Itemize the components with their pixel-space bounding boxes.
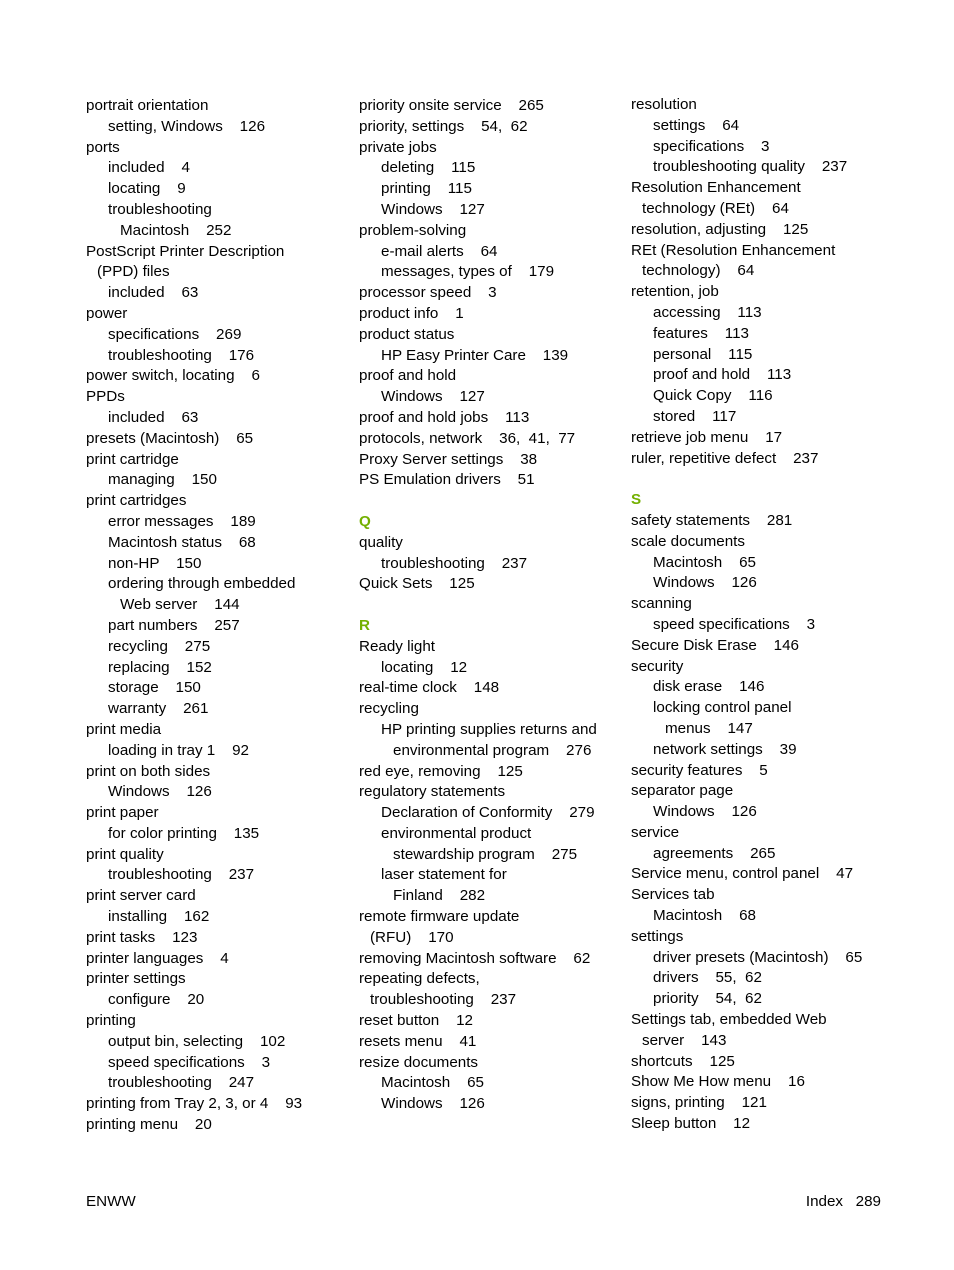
index-entry: retrieve job menu 17 — [631, 428, 783, 446]
index-entry: Windows 126 — [653, 803, 757, 821]
index-entry: Settings tab, embedded Web — [631, 1011, 827, 1029]
index-entry: Services tab — [631, 886, 715, 904]
index-entry: deleting 115 — [381, 159, 476, 177]
index-entry: quality — [359, 533, 403, 551]
index-entry: service — [631, 823, 680, 841]
index-entry: signs, printing 121 — [631, 1094, 767, 1112]
index-entry: print paper — [86, 804, 159, 822]
index-entry: power switch, locating 6 — [86, 367, 260, 385]
index-entry: printer languages 4 — [86, 949, 229, 967]
index-entry: shortcuts 125 — [631, 1052, 735, 1070]
index-entry: Quick Sets 125 — [359, 575, 475, 593]
index-entry: Windows 127 — [381, 388, 485, 406]
index-entry: troubleshooting 237 — [370, 991, 517, 1009]
index-entry: agreements 265 — [653, 844, 776, 862]
index-entry: removing Macintosh software 62 — [359, 949, 591, 967]
index-entry: technology) 64 — [642, 262, 755, 280]
index-entry: Windows 126 — [653, 574, 757, 592]
index-entry: Macintosh 68 — [653, 907, 756, 925]
index-entry: ruler, repetitive defect 237 — [631, 449, 819, 467]
index-entry: PostScript Printer Description — [86, 242, 285, 260]
index-entry: (RFU) 170 — [370, 928, 454, 946]
index-entry: regulatory statements — [359, 783, 506, 801]
index-entry: Proxy Server settings 38 — [359, 450, 538, 468]
index-entry: print tasks 123 — [86, 928, 198, 946]
index-entry: speed specifications 3 — [653, 615, 816, 633]
index-entry: Macintosh 65 — [381, 1074, 484, 1092]
index-entry: troubleshooting 237 — [381, 554, 528, 572]
index-entry: troubleshooting quality 237 — [653, 158, 848, 176]
index-entry: printing 115 — [381, 180, 472, 198]
index-entry: print cartridges — [86, 492, 187, 510]
index-entry: REt (Resolution Enhancement — [631, 241, 836, 259]
index-entry: included 63 — [108, 284, 199, 302]
section-letter: R — [359, 616, 370, 634]
index-entry: drivers 55, 62 — [653, 969, 762, 987]
index-entry: included 4 — [108, 159, 190, 177]
index-entry: (PPD) files — [97, 263, 170, 281]
index-entry: for color printing 135 — [108, 824, 260, 842]
index-entry: Macintosh 252 — [120, 221, 232, 239]
index-entry: problem-solving — [359, 221, 467, 239]
index-entry: resolution — [631, 96, 697, 113]
index-entry: print quality — [86, 845, 164, 863]
index-entry: environmental program 276 — [393, 741, 592, 759]
index-entry: print server card — [86, 887, 196, 905]
index-entry: menus 147 — [665, 719, 753, 737]
index-entry: PPDs — [86, 388, 125, 406]
index-entry: error messages 189 — [108, 512, 256, 530]
section-gap — [631, 469, 893, 490]
index-entry: Windows 126 — [108, 783, 212, 801]
index-entry: Show Me How menu 16 — [631, 1073, 805, 1091]
index-entry: portrait orientation — [86, 97, 209, 114]
index-entry: Resolution Enhancement — [631, 179, 801, 197]
footer-left: ENWW — [86, 1193, 136, 1210]
index-entry: replacing 152 — [108, 658, 212, 676]
index-entry: proof and hold jobs 113 — [359, 408, 530, 426]
index-entry: Finland 282 — [393, 887, 486, 905]
index-entry: speed specifications 3 — [108, 1053, 271, 1071]
index-entry: scanning — [631, 595, 692, 613]
index-entry: Macintosh status 68 — [108, 533, 256, 551]
index-entry: storage 150 — [108, 679, 201, 697]
index-entry: priority, settings 54, 62 — [359, 117, 528, 135]
index-entry: safety statements 281 — [631, 511, 793, 529]
index-entry: product info 1 — [359, 304, 464, 322]
index-entry: e-mail alerts 64 — [381, 242, 498, 260]
index-entry: specifications 269 — [108, 325, 242, 343]
index-entry: resolution, adjusting 125 — [631, 220, 809, 238]
index-entry: specifications 3 — [653, 137, 770, 155]
index-entry: messages, types of 179 — [381, 263, 555, 281]
index-entry: security features 5 — [631, 761, 768, 779]
index-entry: Secure Disk Erase 146 — [631, 636, 799, 654]
index-entry: troubleshooting 237 — [108, 866, 255, 884]
index-entry: Windows 126 — [381, 1095, 485, 1113]
index-entry: separator page — [631, 782, 734, 800]
index-entry: technology (REt) 64 — [642, 199, 789, 217]
index-entry: priority onsite service 265 — [359, 97, 544, 114]
index-entry: real-time clock 148 — [359, 679, 500, 697]
section-letter: S — [631, 491, 642, 509]
index-entry: accessing 113 — [653, 303, 762, 321]
index-entry: Ready light — [359, 637, 435, 655]
index-entry: Web server 144 — [120, 596, 240, 614]
index-entry: Sleep button 12 — [631, 1115, 751, 1133]
index-entry: loading in tray 1 92 — [108, 741, 249, 759]
index-entry: stewardship program 275 — [393, 845, 578, 863]
index-entry: driver presets (Macintosh) 65 — [653, 948, 863, 966]
index-entry: configure 20 — [108, 991, 205, 1009]
section-gap — [359, 595, 621, 616]
footer-page-label: Index 289 — [805, 1193, 881, 1210]
index-entry: non-HP 150 — [108, 554, 202, 572]
index-entry: proof and hold — [359, 367, 457, 385]
index-entry: ordering through embedded — [108, 575, 296, 593]
index-entry: printing — [86, 1012, 136, 1030]
index-entry: PS Emulation drivers 51 — [359, 471, 535, 489]
index-entry: print on both sides — [86, 762, 211, 780]
index-entry: stored 117 — [653, 407, 737, 425]
index-column-3 — [631, 95, 893, 1135]
index-entry: printing menu 20 — [86, 1116, 212, 1134]
index-entry: troubleshooting — [108, 200, 212, 218]
index-entry: Service menu, control panel 47 — [631, 865, 854, 883]
index-entry: retention, job — [631, 283, 719, 301]
index-entry: managing 150 — [108, 471, 217, 489]
index-entry: product status — [359, 325, 455, 343]
index-entry: ports — [86, 138, 120, 156]
index-entry: Windows 127 — [381, 200, 485, 218]
index-entry: repeating defects, — [359, 970, 480, 988]
index-entry: priority 54, 62 — [653, 990, 762, 1008]
index-entry: troubleshooting 176 — [108, 346, 255, 364]
index-entry: power — [86, 304, 128, 322]
index-entry: HP printing supplies returns and — [381, 720, 597, 738]
index-entry: installing 162 — [108, 908, 210, 926]
index-entry: included 63 — [108, 408, 199, 426]
index-entry: resets menu 41 — [359, 1032, 477, 1050]
index-entry: environmental product — [381, 824, 532, 842]
index-entry: print media — [86, 720, 162, 738]
index-entry: output bin, selecting 102 — [108, 1032, 286, 1050]
section-gap — [359, 491, 621, 512]
index-entry: Declaration of Conformity 279 — [381, 804, 595, 822]
index-entry: private jobs — [359, 138, 437, 156]
index-entry: setting, Windows 126 — [108, 117, 266, 135]
index-column-1 — [86, 96, 348, 1136]
index-entry: Macintosh 65 — [653, 553, 756, 571]
index-entry: processor speed 3 — [359, 284, 497, 302]
section-letter: Q — [359, 512, 371, 530]
index-entry: recycling — [359, 700, 419, 718]
index-entry: disk erase 146 — [653, 678, 765, 696]
index-entry: settings 64 — [653, 116, 740, 134]
index-entry: server 143 — [642, 1031, 727, 1049]
index-entry: HP Easy Printer Care 139 — [381, 346, 569, 364]
index-entry: reset button 12 — [359, 1012, 473, 1030]
index-entry: laser statement for — [381, 866, 507, 884]
index-entry: features 113 — [653, 324, 749, 342]
index-column-2 — [359, 96, 621, 1115]
index-entry: remote firmware update — [359, 908, 520, 926]
index-entry: scale documents — [631, 532, 745, 550]
index-entry: printer settings — [86, 970, 186, 988]
index-entry: part numbers 257 — [108, 616, 240, 634]
index-entry: proof and hold 113 — [653, 366, 792, 384]
index-entry: printing from Tray 2, 3, or 4 93 — [86, 1095, 303, 1113]
index-entry: network settings 39 — [653, 740, 797, 758]
index-entry: red eye, removing 125 — [359, 762, 523, 780]
index-entry: settings — [631, 927, 684, 945]
index-entry: presets (Macintosh) 65 — [86, 429, 254, 447]
index-entry: security — [631, 657, 684, 675]
index-entry: personal 115 — [653, 345, 753, 363]
index-entry: print cartridge — [86, 450, 179, 468]
index-entry: protocols, network 36, 41, 77 — [359, 429, 576, 447]
index-entry: locking control panel — [653, 699, 792, 717]
index-entry: Quick Copy 116 — [653, 387, 773, 405]
index-entry: locating 9 — [108, 180, 186, 198]
index-entry: warranty 261 — [108, 700, 209, 718]
index-entry: recycling 275 — [108, 637, 211, 655]
index-entry: locating 12 — [381, 658, 468, 676]
index-entry: resize documents — [359, 1053, 479, 1071]
index-entry: troubleshooting 247 — [108, 1074, 255, 1092]
